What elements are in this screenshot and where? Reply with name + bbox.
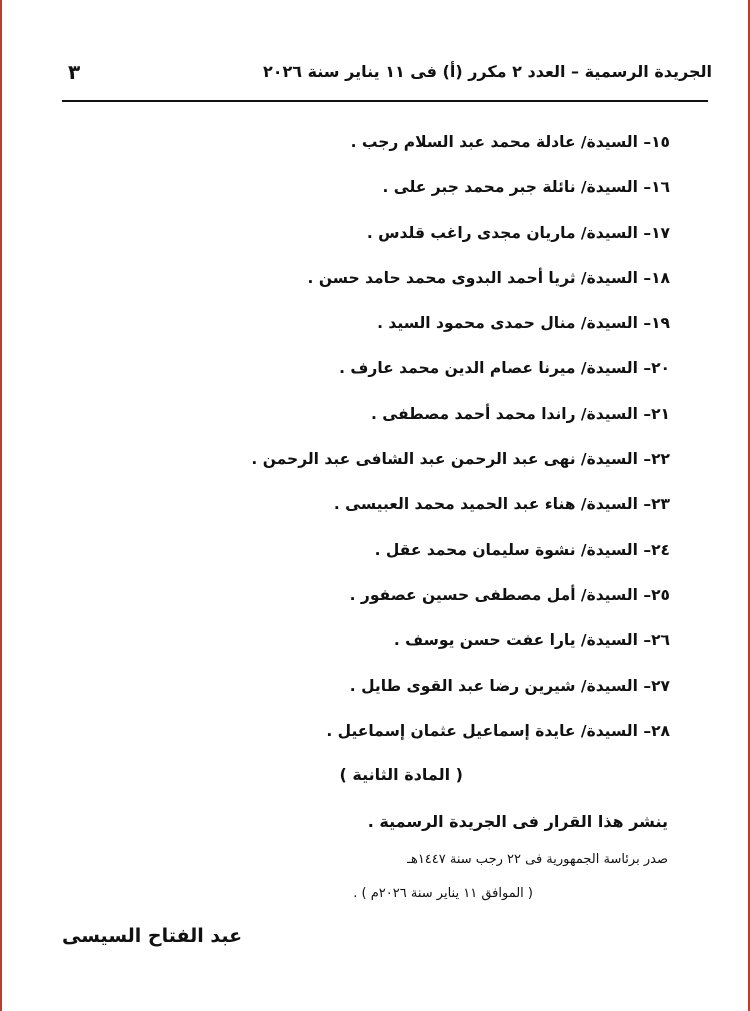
page-number: ٣ bbox=[68, 60, 81, 84]
corresponding-date: ( الموافق ١١ يناير سنة ٢٠٢٦م ) . bbox=[353, 886, 533, 901]
issued-statement: صدر برئاسة الجمهورية فى ٢٢ رجب سنة ١٤٤٧هـ bbox=[407, 852, 668, 867]
list-item: ١٥– السيدة/ عادلة محمد عبد السلام رجب . bbox=[350, 133, 670, 151]
list-item: ٢٢– السيدة/ نهى عبد الرحمن عبد الشافى عبد الرحمن . bbox=[251, 450, 670, 469]
article-heading: ( المادة الثانية ) bbox=[339, 765, 463, 784]
publish-statement: ينشر هذا القرار فى الجريدة الرسمية . bbox=[367, 812, 668, 831]
list-item: ٢٠– السيدة/ ميرنا عصام الدين محمد عارف . bbox=[339, 359, 670, 378]
list-item: ٢٣– السيدة/ هناء عبد الحميد محمد العبيسى . bbox=[333, 495, 670, 514]
page-header bbox=[62, 58, 712, 90]
list-item: ٢٨– السيدة/ عايدة إسماعيل عثمان إسماعيل . bbox=[326, 721, 670, 740]
list-item: ١٧– السيدة/ ماريان مجدى راغب قلدس . bbox=[366, 223, 670, 242]
list-item: ١٩– السيدة/ منال حمدى محمود السيد . bbox=[377, 314, 670, 333]
list-item: ١٨– السيدة/ ثريا أحمد البدوى محمد حامد حسن . bbox=[307, 268, 670, 287]
list-item: ٢٤– السيدة/ نشوة سليمان محمد عقل . bbox=[374, 540, 670, 559]
list-item: ٢١– السيدة/ راندا محمد أحمد مصطفى . bbox=[370, 404, 670, 423]
list-item: ٢٥– السيدة/ أمل مصطفى حسين عصفور . bbox=[349, 585, 670, 604]
gazette-header-title: الجريدة الرسمية – العدد ٢ مكرر (أ) فى ١١ يناير سنة ٢٠٢٦ bbox=[262, 62, 712, 81]
header-divider bbox=[62, 100, 708, 102]
signature: عبد الفتاح السيسى bbox=[62, 925, 243, 947]
list-item: ٢٦– السيدة/ يارا عفت حسن يوسف . bbox=[393, 631, 670, 650]
list-item: ١٦– السيدة/ نائلة جبر محمد جبر على . bbox=[382, 178, 670, 197]
names-list bbox=[110, 127, 670, 761]
list-item: ٢٧– السيدة/ شيرين رضا عبد القوى طايل . bbox=[349, 676, 670, 695]
